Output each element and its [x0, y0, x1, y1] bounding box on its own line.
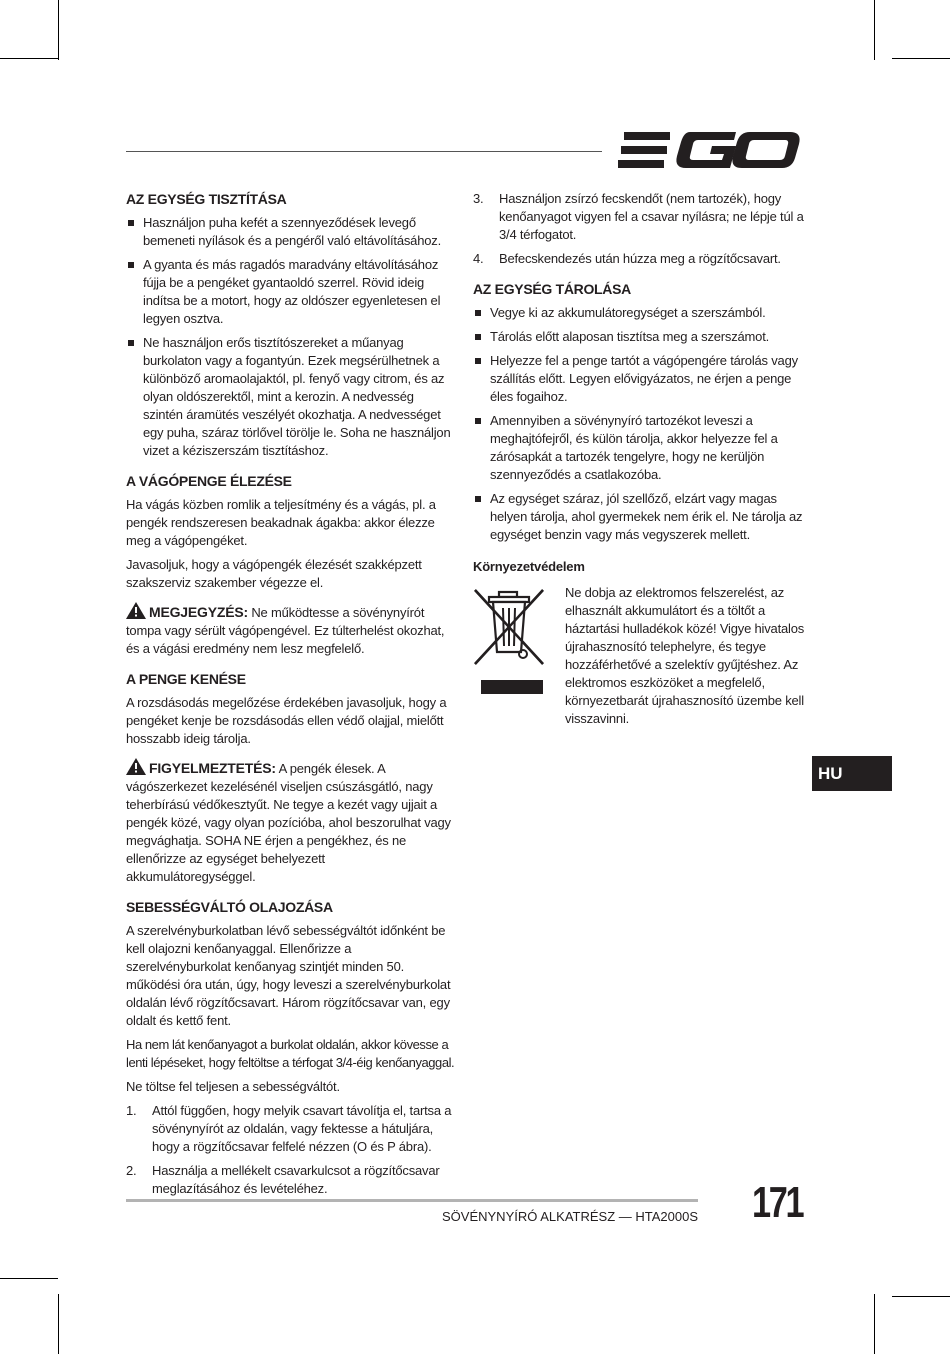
ego-logo — [618, 128, 800, 172]
cleaning-list — [126, 214, 456, 460]
list-item: A gyanta és más ragadós maradvány eltávolításához fújja be a pengéket gyantaoldó szerrel. Rövid ideig indítsa be a motort, hogy az oldószer egyenletesen el legyen osztva. — [126, 256, 456, 328]
warning-label: FIGYELMEZTETÉS: — [149, 760, 276, 776]
step-item — [473, 250, 808, 268]
step-item — [473, 190, 808, 244]
step-text: Attól függően, hogy melyik csavart távolítja el, tartsa a sövénynyírót az oldalán, vagy fektesse a hátuljára, hogy a rögzítőcsavar felfelé nézzen (O és P ábra). — [152, 1103, 452, 1154]
warning-triangle-icon — [126, 602, 146, 619]
paragraph: Ne töltse fel teljesen a sebességváltót. — [126, 1079, 340, 1094]
storage-list — [473, 304, 808, 544]
paragraph: Javasoljuk, hogy a vágópengék élezését szakképzett szakszerviz szakember végezze el. — [126, 557, 422, 590]
page-number: 171 — [752, 1178, 803, 1227]
weee-crossed-bin-icon — [473, 588, 548, 698]
list-item: Vegye ki az akkumulátoregységet a szerszámból. — [473, 304, 808, 322]
section-heading: A VÁGÓPENGE ÉLEZÉSE — [126, 473, 292, 489]
paragraph: A rozsdásodás megelőzése érdekében javasoljuk, hogy a pengéket kenje be rozsdásodás ellen védő olajjal, mielőtt hosszabb ideig tárolja. — [126, 695, 447, 746]
environment-heading: Környezetvédelem — [473, 559, 585, 574]
language-tab: HU — [812, 756, 892, 791]
crop-mark — [58, 0, 59, 60]
list-item: Használjon puha kefét a szennyeződések levegő bemeneti nyílások és a pengéről való eltávolításához. — [126, 214, 456, 250]
crop-mark — [892, 1296, 950, 1297]
warning-paragraph — [126, 758, 456, 886]
header-rule — [126, 151, 602, 152]
section-heading: AZ EGYSÉG TISZTÍTÁSA — [126, 191, 287, 207]
lubrication-steps — [126, 1102, 456, 1198]
crop-mark — [0, 58, 58, 59]
paragraph: Ha vágás közben romlik a teljesítmény és a vágás, pl. a pengék rendszeresen beakadnak ágakba: akkor élezze meg a vágópengéket. — [126, 497, 436, 548]
section-heading: AZ EGYSÉG TÁROLÁSA — [473, 281, 631, 297]
warning-text: A pengék élesek. A vágószerkezet kezelésénél viseljen csúszásgátló, nagy teherbírású védőkesztyűt. Ne tegye a kezét vagy ujjait a pengék közé, vagy olyan pozícióba, ahol beszorulhat vagy megvághatja. SOHA NE érjen a pengékhez, és ne ellenőrizze az egységet behelyezett akkumulátoregységgel. — [126, 761, 451, 884]
crop-mark — [58, 1294, 59, 1354]
left-column — [126, 190, 456, 1204]
footer-title: SÖVÉNYNYÍRÓ ALKATRÉSZ — HTA2000S — [442, 1209, 698, 1224]
step-number: 3. — [473, 191, 484, 206]
footer-rule — [126, 1199, 698, 1202]
list-item: Helyezze fel a penge tartót a vágópengére tárolás vagy szállítás előtt. Legyen elővigyázatos, ne érjen a penge éles fogaihoz. — [473, 352, 808, 406]
section-heading: A PENGE KENÉSE — [126, 671, 246, 687]
step-text: Használja a mellékelt csavarkulcsot a rögzítőcsavar meglazításához és levételéhez. — [152, 1163, 440, 1196]
step-number: 1. — [126, 1103, 137, 1118]
crop-mark — [892, 58, 950, 59]
list-item: Tárolás előtt alaposan tisztítsa meg a szerszámot. — [473, 328, 808, 346]
crop-mark — [0, 1278, 58, 1279]
list-item: Az egységet száraz, jól szellőző, elzárt vagy magas helyen tárolja, ahol gyermekek nem érik el. Ne tárolja az egységet benzin vagy más vegyszerek mellett. — [473, 490, 808, 544]
step-number: 2. — [126, 1163, 137, 1178]
step-item — [126, 1102, 456, 1156]
crop-mark — [874, 0, 875, 60]
paragraph: A szerelvényburkolatban lévő sebességváltót időnként be kell olajozni kenőanyaggal. Ellenőrizze a szerelvényburkolat kenőanyag szintjét minden 50. működési óra után, úgy, hogy leveszi a szerelvényburkolat oldalán lévő rögzítőcsavart. Három rögzítőcsavar van, egy oldalt és kettő fent. — [126, 923, 451, 1028]
note-label: MEGJEGYZÉS: — [149, 604, 248, 620]
section-heading: SEBESSÉGVÁLTÓ OLAJOZÁSA — [126, 899, 333, 915]
environment-text: Ne dobja az elektromos felszerelést, az elhasznált akkumulátort és a töltőt a háztartási hulladékok közé! Vigye hivatalos újrahasznosító telephelyre, és tegye hozzáférhetővé a szelektív gyűjtéshez. Az elektromos eszközöket a megfelelő, környezetbarát újrahasznosító üzembe kell visszavinni. — [565, 585, 805, 726]
right-column — [473, 190, 808, 728]
paragraph: Ha nem lát kenőanyagot a burkolat oldalán, akkor kövesse a lenti lépéseket, hogy feltöltse a térfogat 3/4-éig kenőanyaggal. — [126, 1037, 455, 1070]
lubrication-steps-continued — [473, 190, 808, 268]
list-item: Amennyiben a sövénynyíró tartozékot leveszi a meghajtófejről, és külön tárolja, akkor helyezze fel a zárósapkát a tartozék tengelyre, hogy ne kerüljön szennyeződés a csatlakozóba. — [473, 412, 808, 484]
step-text: Használjon zsírzó fecskendőt (nem tartozék), hogy kenőanyagot vigyen fel a csavar nyílásra; ne lépje túl a 3/4 térfogatot. — [499, 191, 804, 242]
list-item: Ne használjon erős tisztítószereket a műanyag burkolaton vagy a fogantyún. Ezek megsérülhetnek a különböző aromaolajaktól, pl. fenyő vagy citrom, és az olyan oldószerektől, mint a kerozin. A nedvesség szintén áramütés veszélyét okozhatja. A nedvességet egy puha, száraz törlővel törölje le. Soha ne használjon vizet a kéziszerszám tisztításhoz. — [126, 334, 456, 460]
step-number: 4. — [473, 251, 484, 266]
crop-mark — [874, 1294, 875, 1354]
environment-block — [473, 584, 808, 728]
note-paragraph — [126, 602, 456, 658]
warning-triangle-icon — [126, 758, 146, 775]
note-text: Ne működtesse a sövénynyírót tompa vagy sérült vágópengével. Ez túlterhelést okozhat, és a vágási eredmény nem lesz megfelelő. — [126, 605, 445, 656]
step-text: Befecskendezés után húzza meg a rögzítőcsavart. — [499, 251, 781, 266]
step-item — [126, 1162, 456, 1198]
